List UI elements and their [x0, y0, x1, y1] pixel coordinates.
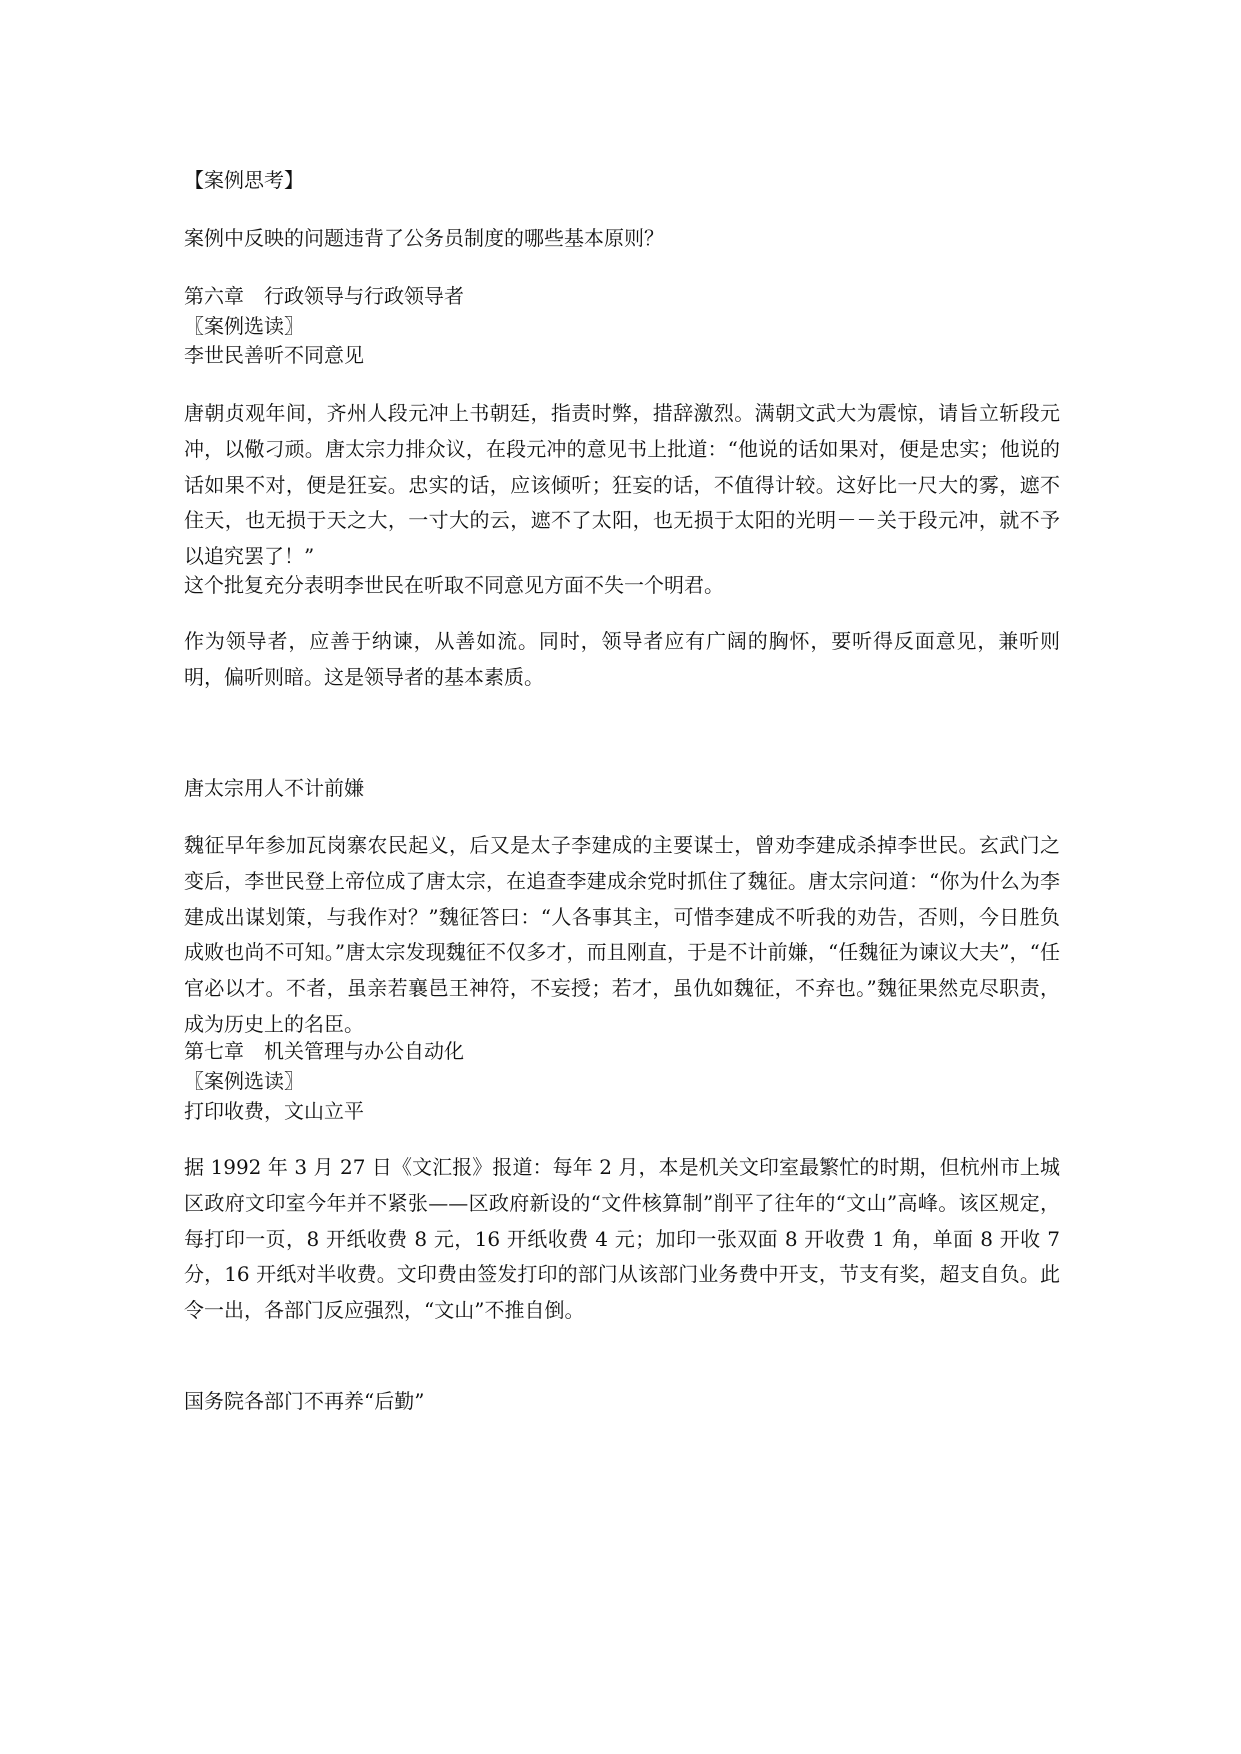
case-thinking-question: 案例中反映的问题违背了公务员制度的哪些基本原则？	[184, 226, 664, 250]
chapter6-title: 第六章 行政领导与行政领导者	[184, 284, 464, 308]
case2-paragraph-1: 魏征早年参加瓦岗寨农民起义，后又是太子李建成的主要谋士，曾劝李建成杀掉李世民。玄武门之变后，李世民登上帝位成了唐太宗，在追查李建成余党时抓住了魏征。唐太宗问道：“你为什么为李建成出谋划策，与我作对？”魏征答曰：“人各事其主，可惜李建成不听我的劝告，否则，今日胜负成败也尚不可知。”唐太宗发现魏征不仅多才，而且刚直，于是不计前嫌，“任魏征为谏议大夫”，“任官必以才。不者，虽亲若襄邑王神符，不妄授；若才，虽仇如魏征，不弃也。”魏征果然克尽职责，成为历史上的名臣。	[184, 833, 1060, 1036]
case1-paragraph-2: 这个批复充分表明李世民在听取不同意见方面不失一个明君。	[184, 573, 724, 597]
case1-paragraph-1: 唐朝贞观年间，齐州人段元冲上书朝廷，指责时弊，措辞激烈。满朝文武大为震惊，请旨立斩段元冲，以儆刁顽。唐太宗力排众议，在段元冲的意见书上批道：“他说的话如果对，便是忠实；他说的话如果不对，便是狂妄。忠实的话，应该倾听；狂妄的话，不值得计较。这好比一尺大的雾，遮不住天，也无损于天之大，一寸大的云，遮不了太阳，也无损于太阳的光明－－关于段元冲，就不予以追究罢了！”	[184, 401, 1060, 569]
case1-title: 李世民善听不同意见	[184, 343, 364, 367]
chapter7-title: 第七章 机关管理与办公自动化	[184, 1039, 464, 1063]
chapter6-case-label: 〖案例选读〗	[184, 314, 304, 338]
case2-title: 唐太宗用人不计前嫌	[184, 776, 364, 800]
chapter7-case-label: 〖案例选读〗	[184, 1069, 304, 1093]
case-thinking-header: 【案例思考】	[184, 168, 304, 192]
case3-paragraph-1: 据 1992 年 3 月 27 日《文汇报》报道：每年 2 月，本是机关文印室最繁忙的时期，但杭州市上城区政府文印室今年并不紧张——区政府新设的“文件核算制”削平了往年的“文山”高峰。该区规定，每打印一页，8 开纸收费 8 元，16 开纸收费 4 元；加印一张双面 8 开收费 1 角，单面 8 开收 7 分，16 开纸对半收费。文印费由签发打印的部门从该部门业务费中开支，节支有奖，超支自负。此令一出，各部门反应强烈，“文山”不推自倒。	[184, 1155, 1060, 1323]
case1-paragraph-3: 作为领导者，应善于纳谏，从善如流。同时，领导者应有广阔的胸怀，要听得反面意见，兼听则明，偏听则暗。这是领导者的基本素质。	[184, 629, 1060, 689]
case3-title: 打印收费，文山立平	[184, 1099, 364, 1123]
case4-title: 国务院各部门不再养“后勤”	[184, 1389, 425, 1413]
